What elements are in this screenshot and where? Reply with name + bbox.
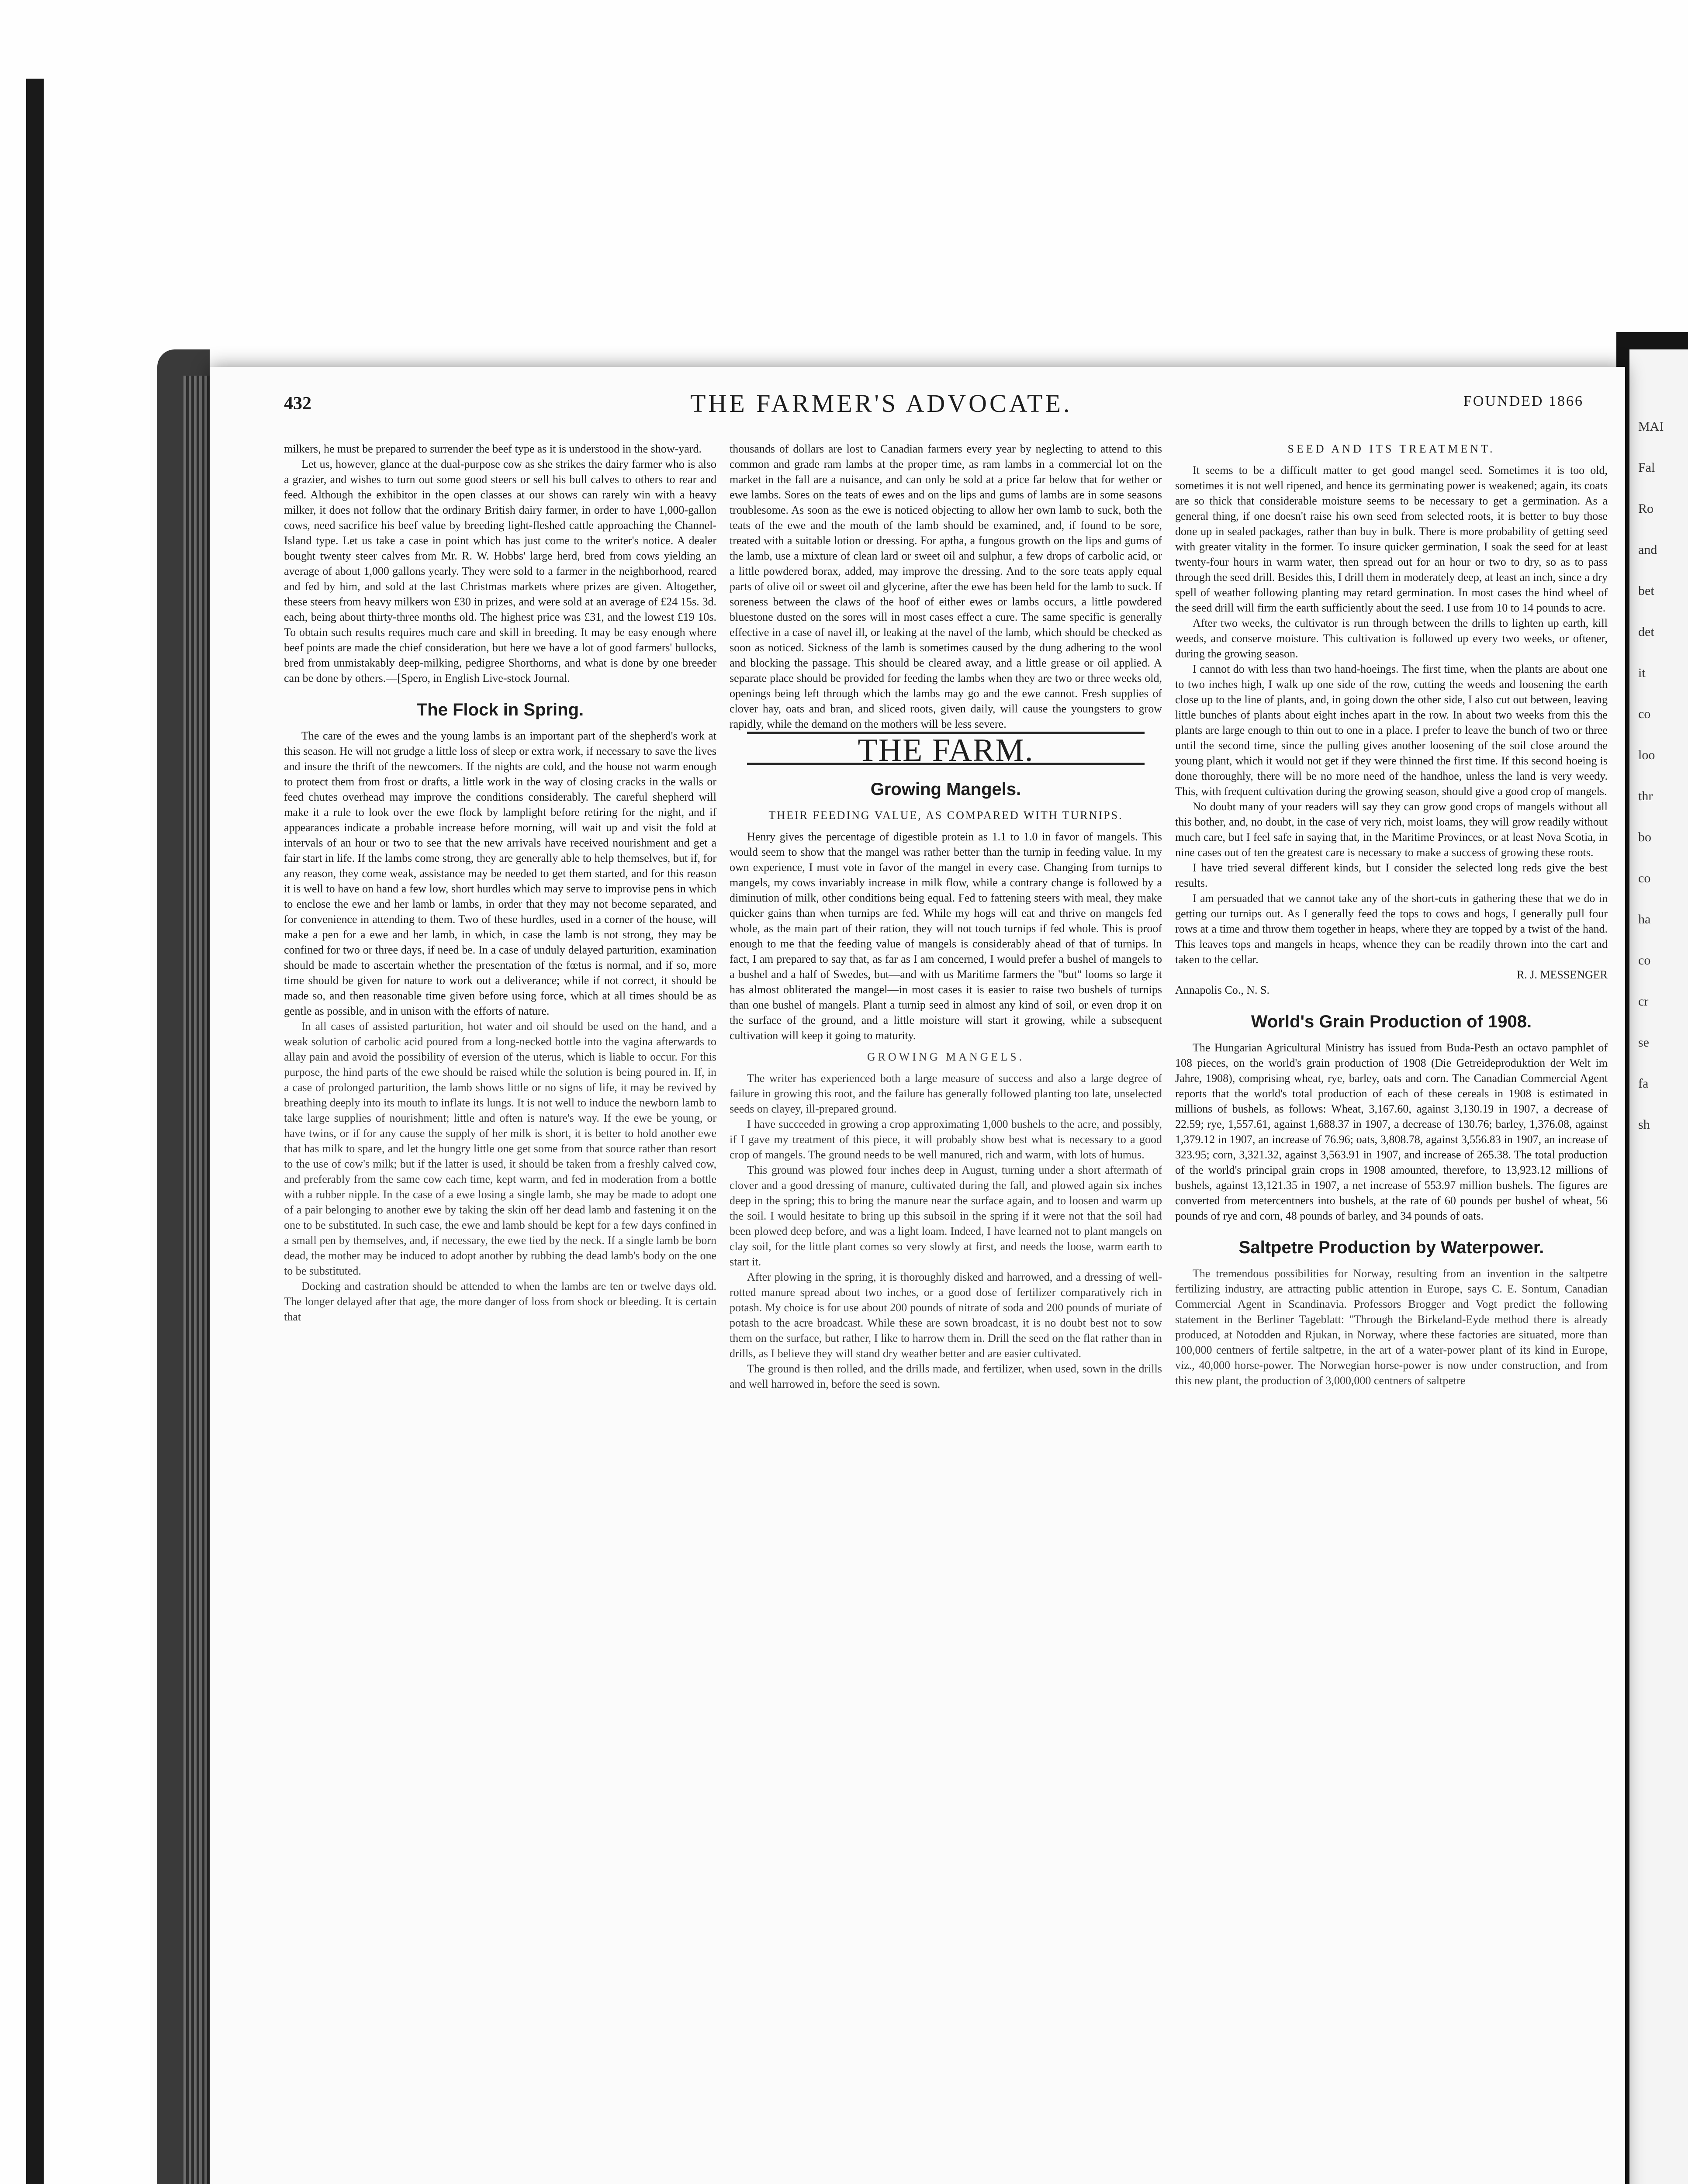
next-page-fragment: se [1638, 1035, 1649, 1050]
column-1 [284, 441, 716, 1324]
article-paragraph: The Hungarian Agricultural Ministry has issued from Buda-Pesth an octavo pamphlet of 108 pieces, on the world's grain production of 1908 (Die Getreideproduktion der Welt im Jahre, 1908), comprising wheat, rye, barley, oats and corn. The Canadian Commercial Agent reports that the world's total production of each of these cereals in 1908 is estimated in millions of bushels, as follows: Wheat, 3,167.60, against 3,130.19 in 1907, a decrease of 22.59; rye, 1,557.61, against 1,688.37 in 1907, a decrease of 130.76; barley, 1,376.08, against 1,379.12 in 1907, an increase of 76.96; oats, 3,808.78, against 3,556.83 in 1907, an increase of 323.95; corn, 3,321.32, against 3,563.91 in 1907, and increase of 265.38. The total production of the world's principal grain crops in 1908 amounted, therefore, to 13,923.12 millions of bushels, against 13,121.35 in 1907, a net increase of 553.97 million bushels. The figures are converted from metercentners into bushels, at the rate of 60 pounds per bushel of wheat, 56 pounds of rye and corn, 48 pounds of barley, and 34 pounds of oats. [1175, 1041, 1608, 1222]
next-page-fragment: Ro [1638, 501, 1654, 516]
article-paragraph: The writer has experienced both a large measure of success and also a large degree of failure in growing this root, and the failure has generally followed planting too late, unselected seeds on clayey, ill-prepared ground. [730, 1072, 1162, 1115]
next-page-fragment: ha [1638, 912, 1651, 926]
next-page-fragment: co [1638, 953, 1651, 968]
film-edge-left [26, 79, 44, 2184]
page-header [210, 389, 1625, 428]
article-paragraph: The ground is then rolled, and the drills made, and fertilizer, when used, sown in the drills and well harrowed in, before the seed is sown. [730, 1362, 1162, 1390]
next-page-fragment: bo [1638, 830, 1651, 844]
article-paragraph: thousands of dollars are lost to Canadian farmers every year by neglecting to attend to this common and grade ram lambs at the proper time, as ram lambs in a commercial lot on the market in the fall are a nuisance, and can only be sold at a price far below that for wether or ewe lambs. Sores on the teats of ewes and on the lips and gums of lambs are in some seasons troublesome. As soon as the ewe is noticed objecting to allow her own lamb to suck, both the teats of the ewe and the mouth of the lamb should be examined, and, if found to be sore, treated with a suitable lotion or dressing. For aptha, a fungous growth on the lips and gums of the lamb, use a mixture of clean lard or sweet oil and sulphur, a few drops of carbolic acid, or a little powdered borax, added, may improve the dressing. And to the sore teats apply equal parts of olive oil or sweet oil and glycerine, after the ewe has been held for the lamb to suck. If soreness between the claws of the hoof of either ewes or lambs occurs, a little powdered bluestone dusted on the sores will in most cases effect a cure. The same specific is generally effective in a case of navel ill, or leaking at the navel of the lamb, which should be checked as soon as noticed. Sickness of the lamb is sometimes caused by the dung adhering to the wool and blocking the passage. This should be cleared away, and a little grease or oil applied. A separate place should be provided for feeding the lambs when they are two or three weeks old, openings being left through which the lambs may go and the ewe cannot. Fresh supplies of clover hay, oats and bran, and sliced roots, given daily, will cause the youngsters to grow rapidly, while the demand on the mothers will be less severe. [730, 442, 1162, 730]
article-paragraph: I have succeeded in growing a crop approximating 1,000 bushels to the acre, and possibly, if I gave my treatment of this piece, it will probably show best what is necessary to a good crop of mangels. The ground needs to be well manured, rich and warm, with lots of humus. [730, 1118, 1162, 1161]
section-heading-farm: THE FARM. [858, 733, 1034, 768]
article-paragraph: milkers, he must be prepared to surrender the beef type as it is understood in the show-yard. [284, 442, 702, 455]
author-signature: R. J. MESSENGER [1516, 968, 1608, 981]
article-paragraph: The tremendous possibilities for Norway, resulting from an invention in the saltpetre fertilizing industry, are attracting public attention in Europe, says C. E. Sontum, Canadian Commercial Agent in Scandinavia. Professors Brogger and Vogt predict the following statement in the Berliner Tageblatt: "Through the Birkeland-Eyde method there is already produced, at Notodden and Rjukan, in Norway, where these factories are situated, more than 100,000 centners of fertile saltpetre, in the art of a water-power plant of its kind in Europe, viz., 40,000 horse-power. The Norwegian horse-power is now under construction, and from this new plant, the production of 3,000,000 centners of saltpetre [1175, 1267, 1608, 1387]
article-subheading: THEIR FEEDING VALUE, AS COMPARED WITH TURNIPS. [768, 809, 1123, 822]
next-page-fragments [1629, 349, 1688, 1132]
next-page-fragment: bet [1638, 584, 1654, 598]
article-paragraph: Let us, however, glance at the dual-purpose cow as she strikes the dairy farmer who is also a grazier, and wishes to turn out some good steers or sell his bull calves to others to rear and feed. Although the exhibitor in the open classes at our shows can rarely win with a heavy milker, it does not follow that the ordinary British dairy farmer, in order to have 1,000-gallon cows, need sacrifice his beef value by breeding light-fleshed cattle approaching the Channel-Island type. Let us take a case in point which has just come to the writer's notice. A dealer bought twenty steer calves from Mr. R. W. Hobbs' large herd, bred from cows yielding an average of about 1,000 gallons yearly. They were sold to a farmer in the neighborhood, reared and fed by him, and sold at the last Christmas markets where prizes are given. Altogether, these steers from heavy milkers won £30 in prizes, and were sold at an average of £24 15s. 3d. each, being about thirty-three months old. The highest price was £31, and the lowest £19 10s. To obtain such results requires much care and skill in breeding. It may be easy enough where beef points are made the chief consideration, but here we have a lot of good farmers' bullocks, bred from unmistakably deep-milking, pedigree Shorthorns, and what is done by one breeder can be done by others.—[Spero, in English Live-stock Journal. [284, 458, 716, 684]
next-page-fragment: and [1638, 543, 1657, 557]
article-paragraph: I cannot do with less than two hand-hoeings. The first time, when the plants are about one to two inches high, I walk up one side of the row, cutting the weeds and loosening the earth close up to the line of plants, and, in going down the other side, I also cut out between, leaving little bunches of plants about eight inches apart in the row. In about two weeks from this the plants are large enough to thin out to one in a place. I prefer to leave the bunch of two or three until the second time, since the pulling gives another loosening of the soil close around the young plant, which it would not get if they were thinned the first time. If this second hoeing is done thoroughly, there will be no more need of the handhoe, unless the land is very weedy. This, with frequent cultivation during the growing season, should give a good crop of mangels. [1175, 663, 1608, 798]
article-heading-flock: The Flock in Spring. [416, 700, 584, 719]
article-paragraph: The care of the ewes and the young lambs is an important part of the shepherd's work at this season. He will not grudge a little loss of sleep or extra work, if necessary to save the lives and insure the thrift of the newcomers. If the nights are cold, and the house not warm enough to protect them from frost or drafts, a little work in the way of closing cracks in the walls or feed chutes overhead may improve the conditions considerably. The careful shepherd will make it a rule to look over the ewe flock by lamplight before retiring for the night, and if appearances indicate a probable increase before morning, will wait up and visit the fold at intervals of an hour or two to see that the new arrivals have received nourishment and get a fair start in life. If the lambs come strong, they are generally able to help themselves, but if, for any reason, they come weak, assistance may be needed to get them started, and for this reason it is well to have on hand a few low, short hurdles which may serve to improvise pens in which to enclose the ewe and her lamb or lambs, in order that they may not become separated, and for convenience in attending to them. Two of these hurdles, used in a corner of the house, will make a pen for a ewe and her lamb, in which, in case the lamb is not strong, they may be confined for two or three days, if need be. In a case of unduly delayed parturition, examination should be made to ascertain whether the presentation of the fœtus is normal, and if so, more time should be given for nature to work out a deliverance; while if not correct, it should be made so, and then reasonable time given before using force, which at all times should be as gentle as possible, and in unison with the efforts of nature. [284, 729, 716, 1017]
article-paragraph: I have tried several different kinds, but I consider the selected long reds give the best results. [1175, 861, 1608, 889]
page-number: 432 [284, 394, 311, 414]
article-heading-saltpetre: Saltpetre Production by Waterpower. [1238, 1238, 1544, 1257]
masthead-title: THE FARMER'S ADVOCATE. [690, 389, 1072, 418]
next-page-fragment: fa [1638, 1076, 1649, 1091]
next-page-fragment: it [1638, 666, 1646, 680]
article-paragraph: After plowing in the spring, it is thoroughly disked and harrowed, and a dressing of well-rotted manure spread about two inches, or a good dose of fertilizer comparatively rich in potash. My choice is for use about 200 pounds of nitrate of soda and 200 pounds of muriate of potash to the acre broadcast. While these are sown broadcast, it is no doubt best not to sow them on the surface, but rather, I like to harrow them in. Drill the seed on the flat rather than in drills, as I believe they will stand dry weather better and are easier cultivated. [730, 1271, 1162, 1360]
column-3 [1175, 441, 1608, 1388]
article-heading-mangels: Growing Mangels. [870, 780, 1021, 799]
article-paragraph: It seems to be a difficult matter to get good mangel seed. Sometimes it is too old, sometimes it is not well ripened, and hence its germinating power is weakened; again, its coats are so thick that considerable moisture seems to be necessary to get a germination. As a general thing, if one doesn't raise his own seed from selected roots, it is better to buy those done up in sealed packages, rather than buy in bulk. There is more probability of getting seed with greater vitality in the former. To insure quicker germination, I soak the seed for at least twenty-four hours in warm water, then spread out for an hour or two to dry, so as to pass through the seed drill. Besides this, I drill them in moderately deep, at least an inch, since a dry spell of weather following planting may retard germination. In most cases the hind wheel of the seed drill will firm the earth sufficiently about the seed. I use from 10 to 14 pounds to acre. [1175, 464, 1608, 614]
next-page-edge [1629, 349, 1688, 2184]
article-paragraph: After two weeks, the cultivator is run through between the drills to lighten up earth, kill weeds, and conserve moisture. This cultivation is followed up every two weeks, or oftener, during the growing season. [1175, 617, 1608, 660]
founded-label: FOUNDED 1866 [1463, 393, 1584, 409]
author-place: Annapolis Co., N. S. [1175, 984, 1269, 996]
newspaper-page [210, 367, 1625, 2184]
article-paragraph: I am persuaded that we cannot take any of the short-cuts in gathering these that we do in getting our turnips out. As I generally feed the tops to cows and hogs, I generally pull four rows at a time and throw them together in heaps, where they are topped by a twist of the hand. This leaves tops and mangels in heaps, whence they can be readily thrown into the cart and taken to the cellar. [1175, 892, 1608, 966]
next-page-fragment: det [1638, 625, 1654, 639]
next-page-fragment: thr [1638, 789, 1653, 803]
article-paragraph: Docking and castration should be attended to when the lambs are ten or twelve days old. The longer delayed after that age, the more danger of loss from shock or bleeding. It is certain that [284, 1280, 716, 1323]
next-page-fragment: loo [1638, 748, 1655, 762]
article-subheading-seed: SEED AND ITS TREATMENT. [1287, 442, 1495, 455]
next-page-fragment: MAI [1638, 419, 1664, 434]
next-page-fragment: Fal [1638, 460, 1655, 475]
next-page-fragment: co [1638, 871, 1651, 885]
article-subheading-growing: GROWING MANGELS. [867, 1051, 1025, 1063]
article-paragraph: In all cases of assisted parturition, hot water and oil should be used on the hand, and a weak solution of carbolic acid poured from a long-necked bottle into the vagina afterwards to allay pain and avoid the possibility of eversion of the uterus, which is liable to occur. For this purpose, the hind parts of the ewe should be raised while the solution is being poured in. If, in a case of prolonged parturition, the lamb shows little or no signs of life, it may be revived by breathing deeply into its mouth to inflate its lungs. It is not well to induce the newborn lamb to take large supplies of nourishment; little and often is nature's way. If the ewe be young, or have twins, or if for any cause the supply of her milk is short, it is better to hold another ewe that has milk to spare, and let the hungry little one get some from that source rather than resort to the use of cow's milk; but if the latter is used, it should be taken from a freshly calved cow, and preferably from the same cow each time, kept warm, and fed in moderation from a bottle with a rubber nipple. In the case of a ewe losing a single lamb, she may be made to adopt one of a pair belonging to another ewe by taking the skin off her dead lamb and fastening it on the one to be substituted. In such case, the ewe and lamb should be kept for a few days confined in a small pen by themselves, and, if necessary, the ewe tied by the neck. If a single lamb be born dead, the mother may be induced to adopt another by rubbing the dead lamb's body on the one to be substituted. [284, 1020, 716, 1277]
article-paragraph: No doubt many of your readers will say they can grow good crops of mangels without all this bother, and, no doubt, in the case of very rich, moist loams, they will grow readily without much care, but I feel safe in saying that, in the Maritime Provinces, or at least Nova Scotia, in nine cases out of ten the greatest care is necessary to make a success of growing these roots. [1175, 800, 1608, 859]
next-page-fragment: sh [1638, 1117, 1650, 1132]
article-paragraph: This ground was plowed four inches deep in August, turning under a short aftermath of clover and a good dressing of manure, cultivated during the fall, and plowed again six inches deep in the spring; this to bring the manure near the surface again, and to loosen and warm up the soil. I would hesitate to bring up this subsoil in the spring if it were not that the soil had been plowed deep before, and was a light loam. Indeed, I have learned not to plant mangels on clay soil, for the little plant comes so very slowly at first, and needs the loose, warm earth to start it. [730, 1164, 1162, 1268]
column-2 [730, 441, 1162, 1392]
article-heading-grain: World's Grain Production of 1908. [1251, 1012, 1532, 1031]
article-paragraph: Henry gives the percentage of digestible protein as 1.1 to 1.0 in favor of mangels. This would seem to show that the mangel was rather better than the turnip in feeding value. In my own experience, I must vote in favor of the mangel in every case. Changing from turnips to mangels, my cows invariably increase in milk flow, while a contrary change is followed by a diminution of milk, other conditions being equal. Fed to fattening steers with meal, they make quicker gains than when turnips are fed. While my hogs will eat and thrive on mangels fed whole, as the main part of their ration, they will not touch turnips if fed whole. This is proof enough to me that the feeding value of mangels is considerably ahead of that of turnips. In fact, I am prepared to say that, as far as I am concerned, I would prefer a bushel of mangels to a bushel and a half of Swedes, but—and with us Maritime farmers the "but" looms so large it has almost obliterated the mangel—in most cases it is easier to raise two bushels of turnips than one bushel of mangels. Plant a turnip seed in almost any kind of soil, or even drop it on the surface of the ground, and a little moisture will start it growing, while a subsequent cultivation will keep it going to maturity. [730, 830, 1162, 1042]
next-page-fragment: co [1638, 707, 1651, 721]
next-page-fragment: cr [1638, 994, 1649, 1009]
